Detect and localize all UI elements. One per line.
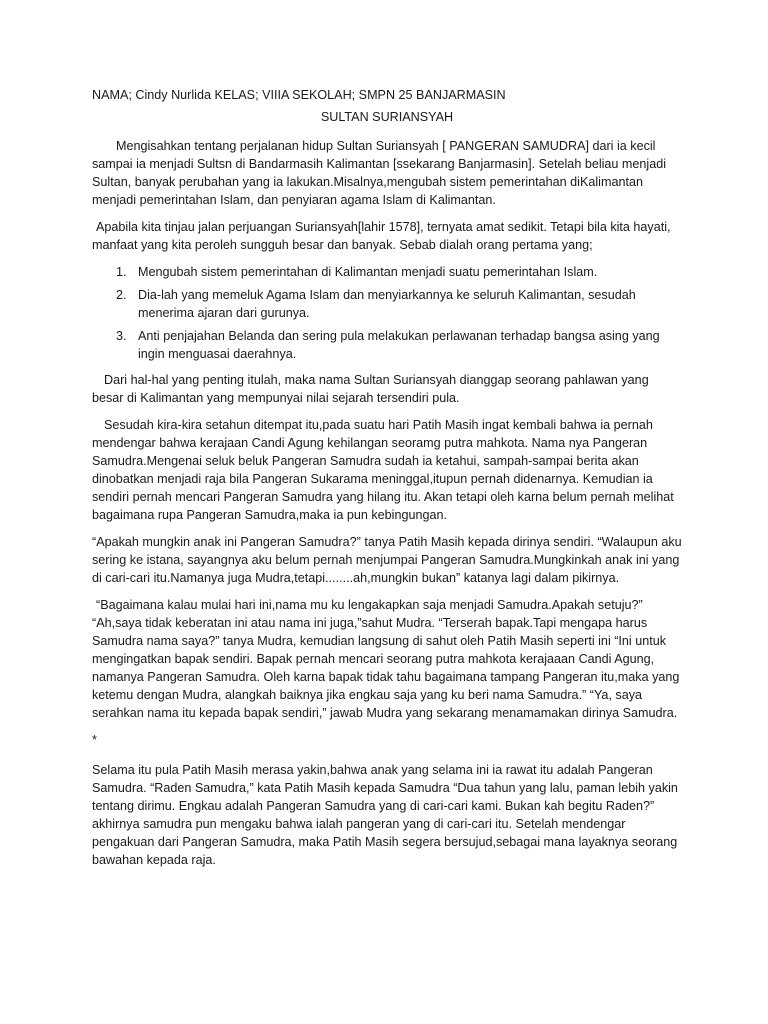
list-number: 3. [116, 329, 127, 343]
list-text: Mengubah sistem pemerintahan di Kalimantan menjadi suatu pemerintahan Islam. [138, 265, 598, 279]
list-number: 1. [116, 265, 127, 279]
section-separator: * [92, 733, 97, 747]
paragraph-dialog-2: “Bagaimana kalau mulai hari ini,nama mu ku lengakapkan saja menjadi Samudra.Apakah setuju?” “Ah,saya tidak keberatan ini atau nama ini juga,”sahut Mudra. “Terserah bapak.Tapi mengapa harus Samudra nama saya?” tanya Mudra, kemudian langsung di sahut oleh Patih Masih seperti ini “Ini untuk mengingatkan bapak sendiri. Bapak pernah mencari seorang putra mahkota kerajaaan Candi Agung, namanya Pangeran Samudra. Oleh karna bapak tidak tahu bagaimana tampang Pangeran itu,maka yang ketemu dengan Mudra, alangkah baiknya jika engkau saja yang ku beri nama Samudra.” “Ya, saya serahkan nama itu kepada bapak sendiri,” jawab Mudra yang sekarang menamamakan dirinya Samudra. [92, 598, 680, 720]
paragraph-dialog-1: “Apakah mungkin anak ini Pangeran Samudra?” tanya Patih Masih kepada dirinya sendiri. “Walaupun aku sering ke istana, sayangnya aku belum pernah menjumpai Pangeran Samudra.Mungkinkah anak ini yang di cari-cari itu.Namanya juga Mudra,tetapi........ah,mungkin bukan” katanya lagi dalam pikirnya. [92, 535, 682, 585]
list-number: 2. [116, 288, 127, 302]
document-page [92, 86, 682, 869]
list-text: Dia-lah yang memeluk Agama Islam dan menyiarkannya ke seluruh Kalimantan, sesudah menerima ajaran dari gurunya. [138, 288, 636, 320]
paragraph-perjuangan: Apabila kita tinjau jalan perjuangan Suriansyah[lahir 1578], ternyata amat sedikit. Tetapi bila kita hayati, manfaat yang kita peroleh sungguh besar dan banyak. Sebab dialah orang pertama yang; [92, 220, 671, 252]
list-item [92, 286, 682, 322]
paragraph-pengakuan: Selama itu pula Patih Masih merasa yakin,bahwa anak yang selama ini ia rawat itu adalah Pangeran Samudra. “Raden Samudra,” kata Patih Masih kepada Samudra “Dua tahun yang lalu, paman lebih yakin tentang dirimu. Engkau adalah Pangeran Samudra yang di cari-cari kami. Bukan kah begitu Raden?” akhirnya samudra pun mengaku bahwa ialah pangeran yang di cari-cari itu. Setelah mendengar pengakuan dari Pangeran Samudra, maka Patih Masih segera bersujud,sebagai mana layaknya seorang bawahan kepada raja. [92, 763, 678, 867]
paragraph-intro: Mengisahkan tentang perjalanan hidup Sultan Suriansyah [ PANGERAN SAMUDRA] dari ia kecil sampai ia menjadi Sultsn di Bandarmasih Kalimantan [ssekarang Banjarmasin]. Setelah beliau menjadi Sultan, banyak perubahan yang ia lakukan.Misalnya,mengubah sistem pemerintahan diKalimantan menjadi pemerintahan Islam, dan penyiaran agama Islam di Kalimantan. [92, 139, 667, 207]
paragraph-patih-masih: Sesudah kira-kira setahun ditempat itu,pada suatu hari Patih Masih ingat kembali bahwa ia pernah mendengar bahwa kerajaan Candi Agung kehilangan seoramg putra mahkota. Nama nya Pangeran Samudra.Mengenai seluk beluk Pangeran Samudra sudah ia ketahui, sampah-sampai berita akan dinobatkan menjadi raja bila Pangeran Sukarama meninggal,itupun pernah didenarnya. Kemudian ia sendiri pernah mencari Pangeran Samudra yang hilang itu. Akan tetapi oleh karna belum pernah melihat bagaimana rupa Pangeran Samudra,maka ia pun kebingungan. [92, 418, 674, 522]
list-item [92, 327, 682, 363]
document-title: SULTAN SURIANSYAH [320, 110, 454, 124]
paragraph-pahlawan: Dari hal-hal yang penting itulah, maka nama Sultan Suriansyah dianggap seorang pahlawan yang besar di Kalimantan yang mempunyai nilai sejarah tersendiri pula. [92, 373, 649, 405]
list-item [92, 263, 682, 281]
list-text: Anti penjajahan Belanda dan sering pula melakukan perlawanan terhadap bangsa asing yang ingin menguasai daerahnya. [138, 329, 660, 361]
numbered-list [92, 263, 682, 363]
header-identity-line: NAMA; Cindy Nurlida KELAS; VIIIA SEKOLAH; SMPN 25 BANJARMASIN [92, 88, 506, 102]
